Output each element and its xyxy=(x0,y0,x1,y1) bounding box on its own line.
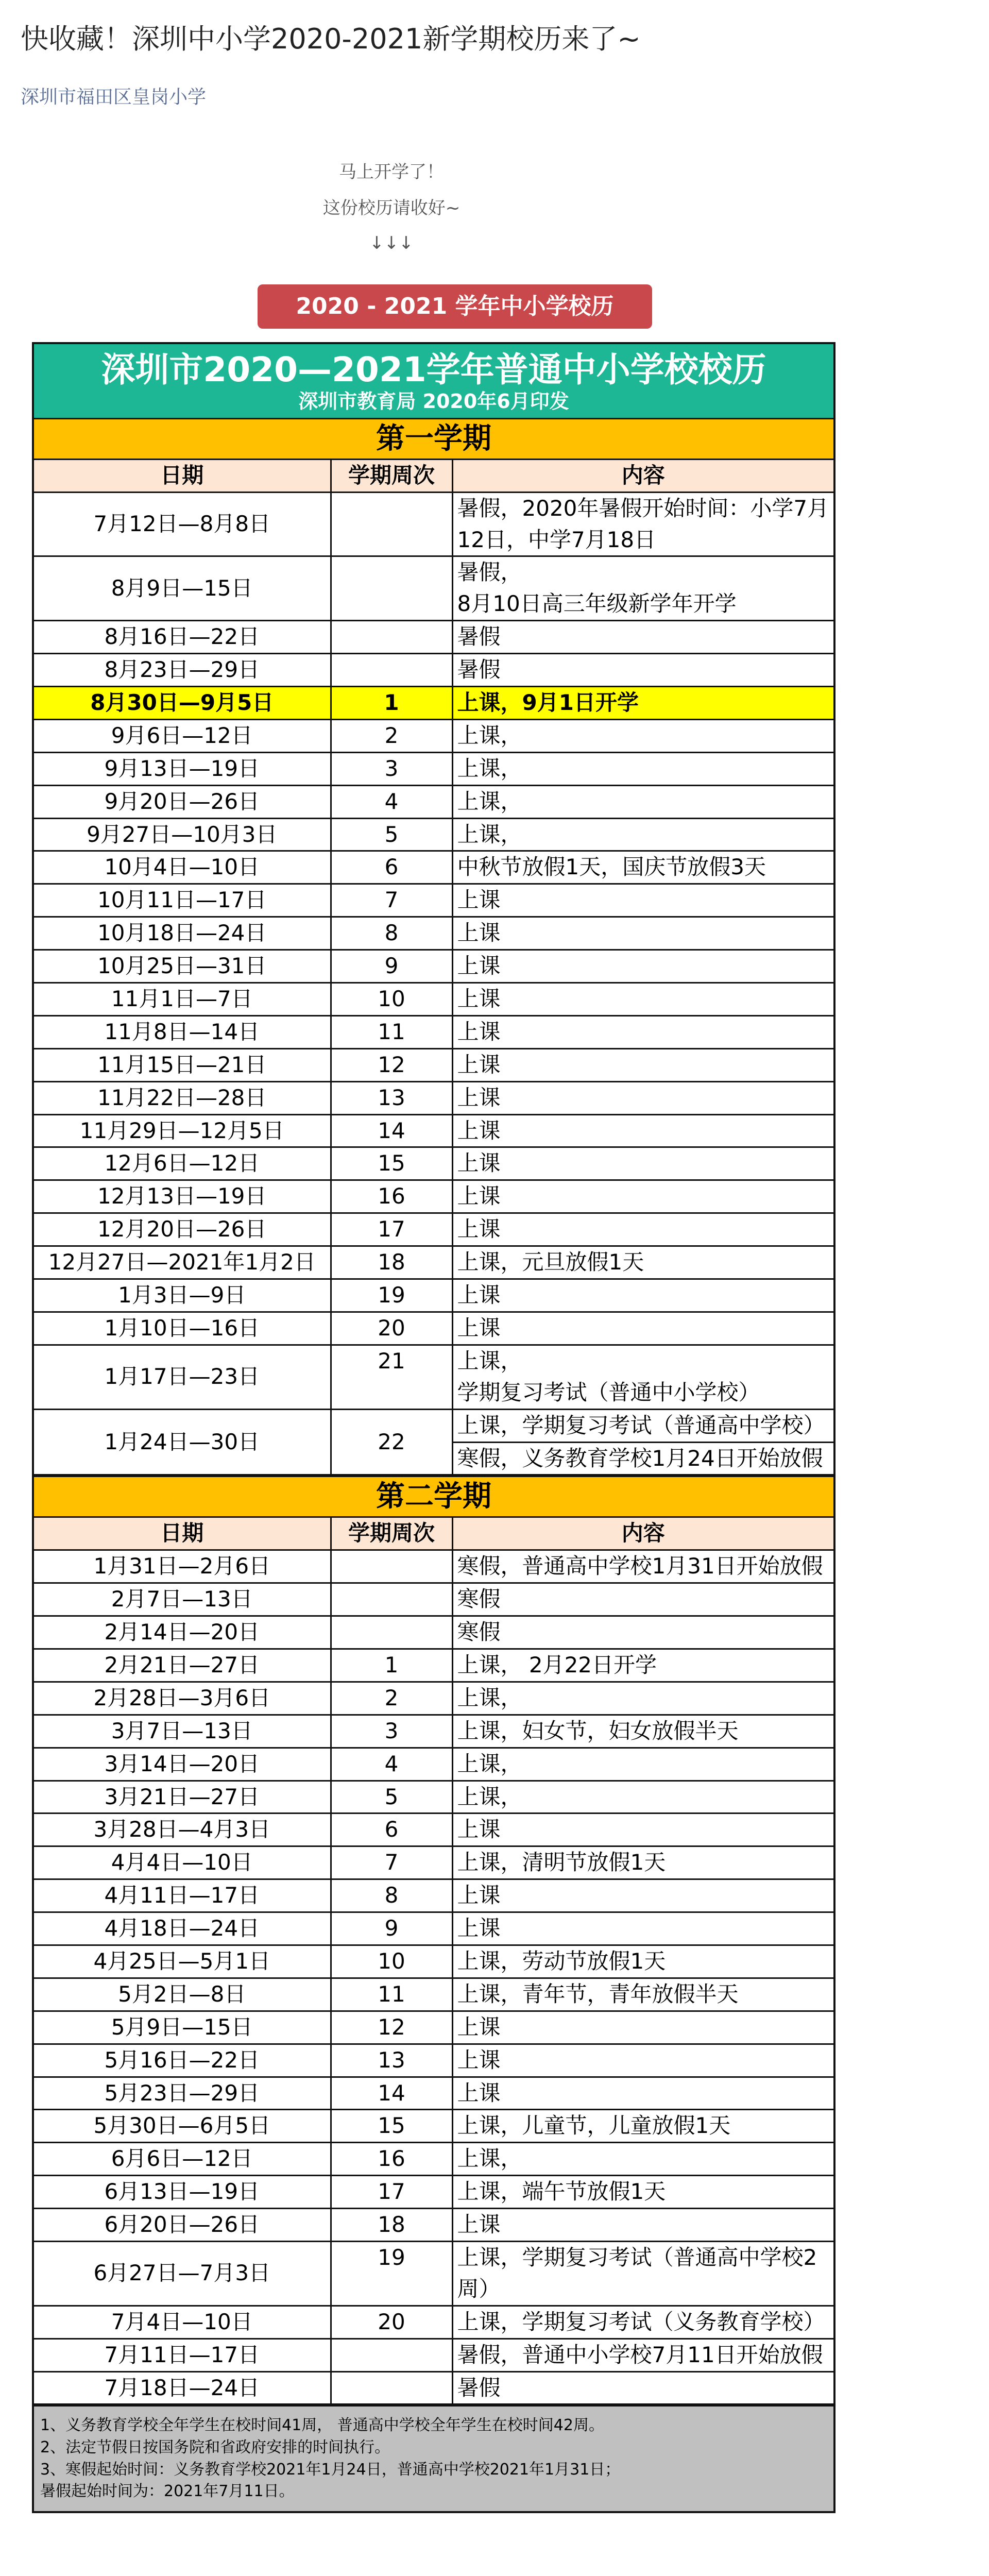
date-cell: 11月22日—28日 xyxy=(34,1081,331,1114)
content-cell: 寒假 xyxy=(452,1616,833,1649)
table-row xyxy=(34,621,833,654)
week-cell: 19 xyxy=(331,1279,452,1312)
content-cell: 上课 xyxy=(452,1015,833,1048)
week-cell: 4 xyxy=(331,1748,452,1781)
table-row xyxy=(34,2371,833,2404)
table-row xyxy=(34,1213,833,1246)
table-row xyxy=(34,2176,833,2209)
date-cell: 9月6日—12日 xyxy=(34,719,331,752)
date-cell: 3月21日—27日 xyxy=(34,1781,331,1814)
content-cell: 上课 xyxy=(452,2077,833,2110)
date-cell: 10月4日—10日 xyxy=(34,851,331,884)
table-row xyxy=(34,950,833,983)
table-row xyxy=(34,1409,833,1442)
content-cell: 寒假 xyxy=(452,1583,833,1616)
table-row xyxy=(34,1649,833,1682)
table-row xyxy=(34,1147,833,1180)
term2-label: 第二学期 xyxy=(34,1476,833,1518)
week-cell: 2 xyxy=(331,719,452,752)
content-cell: 暑假 xyxy=(452,654,833,687)
date-cell: 8月9日—15日 xyxy=(34,556,331,621)
week-cell: 19 xyxy=(331,2241,452,2306)
content-cell: 上课， 学期复习考试（普通中小学校） xyxy=(452,1345,833,1409)
date-cell: 4月4日—10日 xyxy=(34,1846,331,1879)
note-line: 2、法定节假日按国务院和省政府安排的时间执行。 xyxy=(40,2438,390,2457)
week-cell: 21 xyxy=(331,1345,452,1409)
content-cell: 上课 xyxy=(452,917,833,950)
content-cell: 上课，元旦放假1天 xyxy=(452,1246,833,1279)
content-cell: 上课 xyxy=(452,884,833,917)
content-cell: 上课 xyxy=(452,1048,833,1081)
week-cell: 6 xyxy=(331,1814,452,1846)
table-row xyxy=(34,785,833,818)
table-row xyxy=(34,1846,833,1879)
table-row xyxy=(34,917,833,950)
content-cell: 暑假 xyxy=(452,621,833,654)
term2-rows xyxy=(34,1550,833,2404)
content-cell: 上课，端午节放假1天 xyxy=(452,2176,833,2209)
content-cell: 上课， xyxy=(452,785,833,818)
intro-line-1: 马上开学了！ xyxy=(339,162,444,182)
term1-rows xyxy=(34,492,833,1475)
date-cell: 5月16日—22日 xyxy=(34,2044,331,2077)
content-cell: 上课，9月1日开学 xyxy=(452,687,833,720)
note-line: 3、寒假起始时间：义务教育学校2021年1月24日，普通高中学校2021年1月31日； xyxy=(40,2460,621,2479)
content-cell: 上课 xyxy=(452,1180,833,1213)
content-cell: 上课，青年节，青年放假半天 xyxy=(452,1978,833,2011)
date-cell: 11月8日—14日 xyxy=(34,1015,331,1048)
content-cell: 暑假， 8月10日高三年级新学年开学 xyxy=(452,556,833,621)
content-cell: 上课 xyxy=(452,2209,833,2242)
date-cell: 9月13日—19日 xyxy=(34,752,331,785)
content-cell: 上课， xyxy=(452,2143,833,2176)
content-cell: 上课 xyxy=(452,1114,833,1147)
table-row xyxy=(34,1081,833,1114)
table-row xyxy=(34,1912,833,1945)
week-cell: 5 xyxy=(331,818,452,851)
week-cell: 12 xyxy=(331,2011,452,2044)
content-cell: 上课 xyxy=(452,1147,833,1180)
week-cell xyxy=(331,2338,452,2371)
date-cell: 1月17日—23日 xyxy=(34,1345,331,1409)
header-week: 学期周次 xyxy=(331,460,452,492)
week-cell: 15 xyxy=(331,2110,452,2143)
content-cell: 暑假，2020年暑假开始时间：小学7月12日，中学7月18日 xyxy=(452,492,833,556)
date-cell: 11月1日—7日 xyxy=(34,983,331,1016)
week-cell: 1 xyxy=(331,1649,452,1682)
table-row xyxy=(34,2338,833,2371)
week-cell: 6 xyxy=(331,851,452,884)
content-cell: 暑假，普通中小学校7月11日开始放假 xyxy=(452,2338,833,2371)
term2-table xyxy=(34,1518,833,2405)
calendar-notes xyxy=(34,2405,833,2511)
content-cell: 上课，儿童节，儿童放假1天 xyxy=(452,2110,833,2143)
date-cell: 3月14日—20日 xyxy=(34,1748,331,1781)
table-row xyxy=(34,983,833,1016)
date-cell: 1月10日—16日 xyxy=(34,1312,331,1345)
week-cell: 22 xyxy=(331,1409,452,1475)
calendar-subtitle: 深圳市教育局 2020年6月印发 xyxy=(298,390,569,413)
date-cell: 10月18日—24日 xyxy=(34,917,331,950)
week-cell: 7 xyxy=(331,884,452,917)
table-row xyxy=(34,1279,833,1312)
note-line: 暑假起始时间为：2021年7月11日。 xyxy=(40,2482,295,2501)
header-content: 内容 xyxy=(452,460,833,492)
header-date: 日期 xyxy=(34,1518,331,1550)
table-row xyxy=(34,752,833,785)
content-cell: 上课，学期复习考试（普通高中学校2周） xyxy=(452,2241,833,2306)
table-row xyxy=(34,884,833,917)
table-row xyxy=(34,1048,833,1081)
table-row xyxy=(34,851,833,884)
content-cell: 上课 xyxy=(452,1879,833,1912)
intro-arrows: ↓↓↓ xyxy=(369,233,414,253)
week-cell xyxy=(331,1550,452,1583)
week-cell: 10 xyxy=(331,1945,452,1978)
term1-header-row xyxy=(34,460,833,492)
table-row xyxy=(34,2241,833,2306)
table-row xyxy=(34,1616,833,1649)
calendar-header xyxy=(34,344,833,419)
date-cell: 1月3日—9日 xyxy=(34,1279,331,1312)
date-cell: 7月4日—10日 xyxy=(34,2306,331,2338)
date-cell: 5月23日—29日 xyxy=(34,2077,331,2110)
week-cell xyxy=(331,492,452,556)
content-cell: 上课， 2月22日开学 xyxy=(452,1649,833,1682)
table-row xyxy=(34,1550,833,1583)
content-cell: 上课 xyxy=(452,1912,833,1945)
date-cell: 5月30日—6月5日 xyxy=(34,2110,331,2143)
week-cell: 20 xyxy=(331,1312,452,1345)
date-cell: 4月11日—17日 xyxy=(34,1879,331,1912)
content-cell: 上课， xyxy=(452,1682,833,1715)
date-cell: 7月12日—8月8日 xyxy=(34,492,331,556)
table-row xyxy=(34,1015,833,1048)
date-cell: 8月23日—29日 xyxy=(34,654,331,687)
content-cell: 上课， xyxy=(452,1748,833,1781)
week-cell: 18 xyxy=(331,1246,452,1279)
table-row xyxy=(34,1748,833,1781)
content-cell: 上课 xyxy=(452,1279,833,1312)
date-cell: 7月11日—17日 xyxy=(34,2338,331,2371)
date-cell: 8月16日—22日 xyxy=(34,621,331,654)
date-cell: 9月20日—26日 xyxy=(34,785,331,818)
content-cell: 上课， xyxy=(452,719,833,752)
term1-table xyxy=(34,460,833,1476)
week-cell: 9 xyxy=(331,950,452,983)
content-cell: 上课，清明节放假1天 xyxy=(452,1846,833,1879)
date-cell: 3月7日—13日 xyxy=(34,1715,331,1748)
date-cell: 12月13日—19日 xyxy=(34,1180,331,1213)
date-cell: 8月30日—9月5日 xyxy=(34,687,331,720)
header-week: 学期周次 xyxy=(331,1518,452,1550)
header-date: 日期 xyxy=(34,460,331,492)
week-cell: 13 xyxy=(331,2044,452,2077)
week-cell: 8 xyxy=(331,917,452,950)
week-cell: 3 xyxy=(331,1715,452,1748)
week-cell xyxy=(331,621,452,654)
table-row xyxy=(34,719,833,752)
table-row xyxy=(34,1781,833,1814)
table-row xyxy=(34,1978,833,2011)
week-cell: 1 xyxy=(331,687,452,720)
date-cell: 7月18日—24日 xyxy=(34,2371,331,2404)
date-cell: 12月27日—2021年1月2日 xyxy=(34,1246,331,1279)
week-cell: 3 xyxy=(331,752,452,785)
week-cell: 14 xyxy=(331,1114,452,1147)
date-cell: 2月21日—27日 xyxy=(34,1649,331,1682)
table-row xyxy=(34,2110,833,2143)
content-cell: 上课 xyxy=(452,1312,833,1345)
week-cell: 18 xyxy=(331,2209,452,2242)
author-link[interactable]: 深圳市福田区皇岗小学 xyxy=(21,87,207,108)
table-row xyxy=(34,2077,833,2110)
article-title: 快收藏！深圳中小学2020-2021新学期校历来了~ xyxy=(21,23,641,55)
week-cell: 15 xyxy=(331,1147,452,1180)
content-cell: 上课， xyxy=(452,1781,833,1814)
week-cell: 20 xyxy=(331,2306,452,2338)
week-cell: 11 xyxy=(331,1015,452,1048)
content-cell: 上课 xyxy=(452,1213,833,1246)
week-cell: 11 xyxy=(331,1978,452,2011)
date-cell: 12月6日—12日 xyxy=(34,1147,331,1180)
date-cell: 6月6日—12日 xyxy=(34,2143,331,2176)
content-cell: 寒假，义务教育学校1月24日开始放假 xyxy=(452,1442,833,1475)
content-cell: 中秋节放假1天，国庆节放假3天 xyxy=(452,851,833,884)
week-cell xyxy=(331,556,452,621)
intro-line-2: 这份校历请收好~ xyxy=(322,198,461,218)
date-cell: 10月25日—31日 xyxy=(34,950,331,983)
table-row xyxy=(34,1945,833,1978)
table-row xyxy=(34,492,833,556)
term2-header-row xyxy=(34,1518,833,1550)
content-cell: 上课，学期复习考试（义务教育学校） xyxy=(452,2306,833,2338)
date-cell: 9月27日—10月3日 xyxy=(34,818,331,851)
content-cell: 上课 xyxy=(452,2044,833,2077)
note-line: 1、义务教育学校全年学生在校时间41周， 普通高中学校全年学生在校时间42周。 xyxy=(40,2416,604,2435)
content-cell: 上课 xyxy=(452,950,833,983)
date-cell: 11月15日—21日 xyxy=(34,1048,331,1081)
table-row xyxy=(34,1114,833,1147)
table-row xyxy=(34,818,833,851)
table-row xyxy=(34,2306,833,2338)
table-row xyxy=(34,1345,833,1409)
week-cell: 16 xyxy=(331,1180,452,1213)
content-cell: 暑假 xyxy=(452,2371,833,2404)
term1-label: 第一学期 xyxy=(34,419,833,460)
content-cell: 寒假，普通高中学校1月31日开始放假 xyxy=(452,1550,833,1583)
week-cell: 5 xyxy=(331,1781,452,1814)
date-cell: 6月13日—19日 xyxy=(34,2176,331,2209)
table-row xyxy=(34,654,833,687)
table-row xyxy=(34,1180,833,1213)
week-cell: 2 xyxy=(331,1682,452,1715)
table-row xyxy=(34,2143,833,2176)
date-cell: 1月31日—2月6日 xyxy=(34,1550,331,1583)
table-row xyxy=(34,1246,833,1279)
content-cell: 上课 xyxy=(452,1814,833,1846)
content-cell: 上课， xyxy=(452,818,833,851)
table-row xyxy=(34,1682,833,1715)
table-row xyxy=(34,2011,833,2044)
table-row xyxy=(34,1583,833,1616)
week-cell: 4 xyxy=(331,785,452,818)
header-content: 内容 xyxy=(452,1518,833,1550)
school-calendar xyxy=(32,342,835,2513)
date-cell: 4月25日—5月1日 xyxy=(34,1945,331,1978)
table-row xyxy=(34,1879,833,1912)
content-cell: 上课，学期复习考试（普通高中学校） xyxy=(452,1409,833,1442)
table-row xyxy=(34,2044,833,2077)
date-cell: 12月20日—26日 xyxy=(34,1213,331,1246)
week-cell xyxy=(331,1583,452,1616)
week-cell xyxy=(331,1616,452,1649)
week-cell: 12 xyxy=(331,1048,452,1081)
content-cell: 上课 xyxy=(452,983,833,1016)
week-cell: 17 xyxy=(331,2176,452,2209)
week-cell: 7 xyxy=(331,1846,452,1879)
week-cell: 14 xyxy=(331,2077,452,2110)
date-cell: 5月9日—15日 xyxy=(34,2011,331,2044)
week-cell: 9 xyxy=(331,1912,452,1945)
calendar-banner: 2020 - 2021 学年中小学校历 xyxy=(258,284,652,329)
week-cell: 17 xyxy=(331,1213,452,1246)
date-cell: 5月2日—8日 xyxy=(34,1978,331,2011)
week-cell xyxy=(331,654,452,687)
content-cell: 上课，劳动节放假1天 xyxy=(452,1945,833,1978)
table-row xyxy=(34,687,833,720)
week-cell: 16 xyxy=(331,2143,452,2176)
content-cell: 上课， xyxy=(452,752,833,785)
content-cell: 上课 xyxy=(452,2011,833,2044)
content-cell: 上课，妇女节，妇女放假半天 xyxy=(452,1715,833,1748)
week-cell: 10 xyxy=(331,983,452,1016)
week-cell: 8 xyxy=(331,1879,452,1912)
date-cell: 3月28日—4月3日 xyxy=(34,1814,331,1846)
date-cell: 4月18日—24日 xyxy=(34,1912,331,1945)
date-cell: 2月7日—13日 xyxy=(34,1583,331,1616)
week-cell xyxy=(331,2371,452,2404)
date-cell: 1月24日—30日 xyxy=(34,1409,331,1475)
table-row xyxy=(34,556,833,621)
table-row xyxy=(34,1312,833,1345)
table-row xyxy=(34,1715,833,1748)
date-cell: 2月28日—3月6日 xyxy=(34,1682,331,1715)
week-cell: 13 xyxy=(331,1081,452,1114)
date-cell: 2月14日—20日 xyxy=(34,1616,331,1649)
date-cell: 10月11日—17日 xyxy=(34,884,331,917)
content-cell: 上课 xyxy=(452,1081,833,1114)
date-cell: 6月27日—7月3日 xyxy=(34,2241,331,2306)
calendar-title: 深圳市2020—2021学年普通中小学校校历 xyxy=(101,350,766,389)
date-cell: 6月20日—26日 xyxy=(34,2209,331,2242)
date-cell: 11月29日—12月5日 xyxy=(34,1114,331,1147)
table-row xyxy=(34,2209,833,2242)
table-row xyxy=(34,1814,833,1846)
